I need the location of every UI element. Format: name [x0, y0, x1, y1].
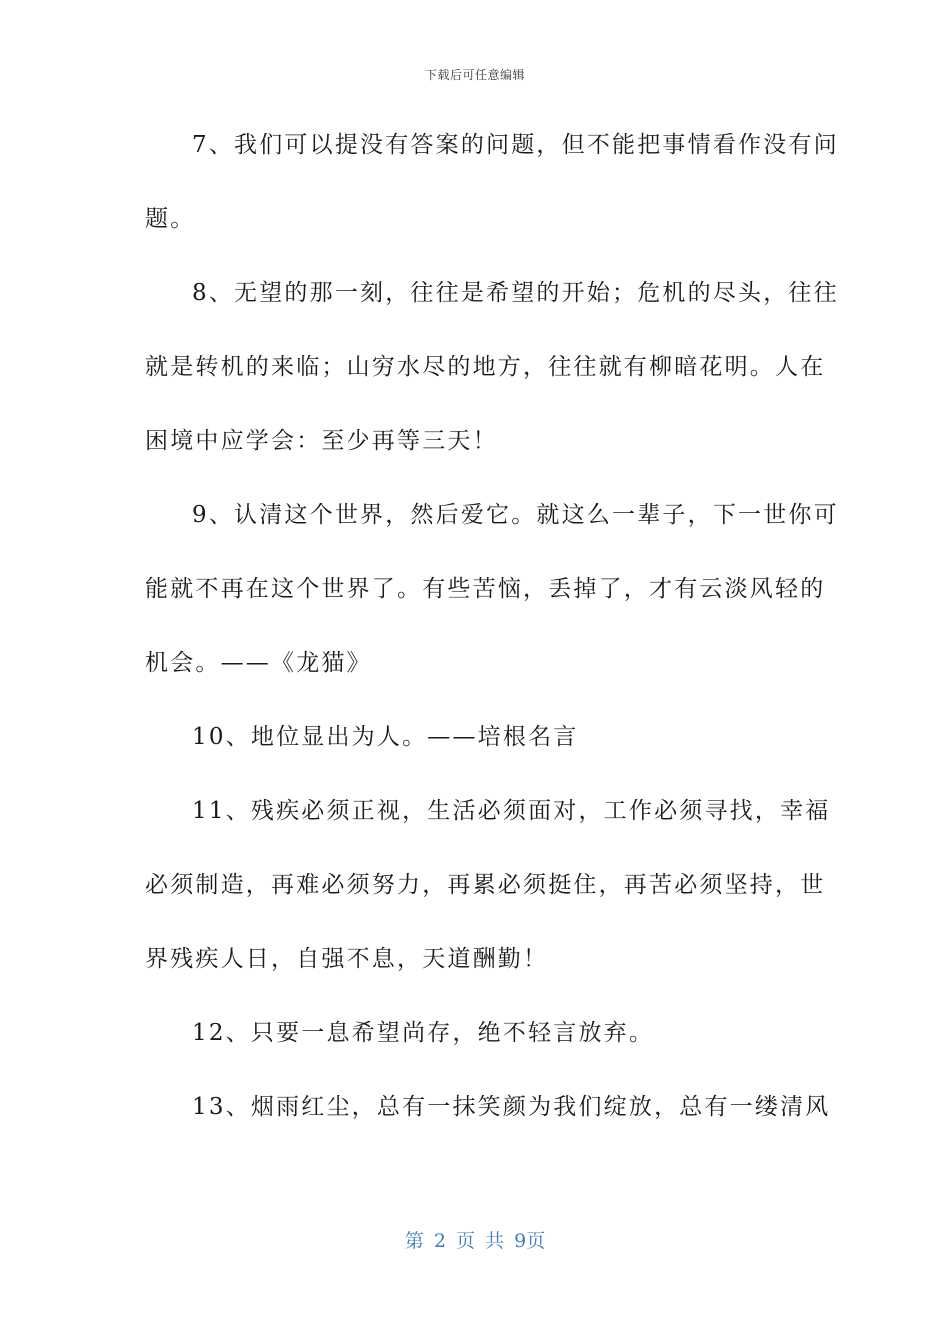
paragraph-line: 7、我们可以提没有答案的问题，但不能把事情看作没有问 [192, 132, 839, 158]
paragraph-line: 困境中应学会：至少再等三天！ [145, 428, 498, 454]
paragraph-line: 12、只要一息希望尚存，绝不轻言放弃。 [192, 1020, 655, 1046]
footer-total-label: 共 [485, 1230, 505, 1252]
footer-current-page: 2 [433, 1230, 446, 1252]
page-footer [0, 1226, 950, 1253]
paragraph-line: 能就不再在这个世界了。有些苦恼，丢掉了，才有云淡风轻的 [145, 576, 826, 602]
paragraph-line: 就是转机的来临；山穷水尽的地方，往往就有柳暗花明。人在 [145, 354, 826, 380]
footer-prefix: 第 [404, 1230, 424, 1252]
document-body [145, 108, 839, 1144]
paragraph-line: 8、无望的那一刻，往往是希望的开始；危机的尽头，往往 [192, 280, 839, 306]
page-header-note: 下载后可任意编辑 [424, 68, 525, 82]
paragraph-line: 题。 [145, 206, 196, 232]
paragraph-line: 13、烟雨红尘，总有一抹笑颜为我们绽放，总有一缕清风 [192, 1094, 831, 1120]
paragraph-line: 10、地位显出为人。——培根名言 [192, 724, 579, 750]
paragraph-line: 机会。——《龙猫》 [145, 650, 372, 676]
footer-total-pages: 9页 [514, 1230, 546, 1252]
footer-page-label: 页 [455, 1230, 475, 1252]
paragraph-line: 9、认清这个世界，然后爱它。就这么一辈子，下一世你可 [192, 502, 839, 528]
paragraph-line: 11、残疾必须正视，生活必须面对，工作必须寻找，幸福 [192, 798, 831, 824]
paragraph-line: 必须制造，再难必须努力，再累必须挺住，再苦必须坚持，世 [145, 872, 826, 898]
paragraph-line: 界残疾人日，自强不息，天道酬勤！ [145, 946, 549, 972]
